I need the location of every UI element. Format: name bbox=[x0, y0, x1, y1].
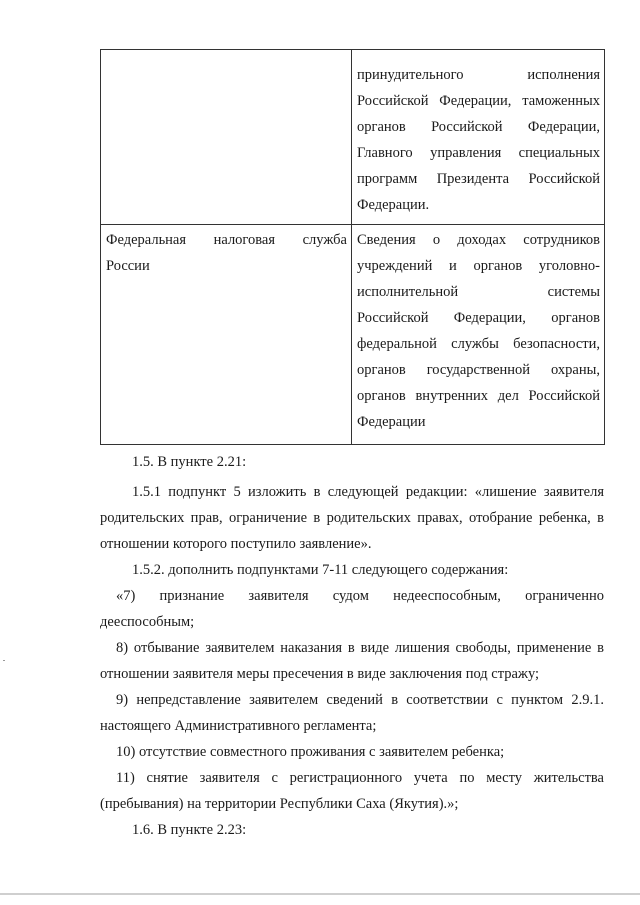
paragraph-line: 8) отбывание заявителем наказания в виде лишения свободы, применение в bbox=[116, 640, 604, 656]
paragraph-1-5-2 bbox=[100, 557, 604, 583]
paragraph-item-7 bbox=[100, 583, 604, 635]
paragraph-line: отношении заявителя меры пресечения в виде заключения под стражу; bbox=[100, 666, 540, 682]
paragraph-line: 1.5.1 подпункт 5 изложить в следующей редакции: «лишение заявителя bbox=[132, 484, 604, 500]
table-line: Российской Федерации, органов bbox=[357, 310, 600, 326]
table-line: Федерации. bbox=[357, 197, 430, 213]
paragraph-line: 9) непредставление заявителем сведений в соответствии с пунктом 2.9.1. bbox=[116, 692, 604, 708]
table-line: Главного управления специальных bbox=[357, 145, 600, 161]
paragraph-line: отношении которого поступило заявление». bbox=[100, 536, 372, 552]
table-cell-agency bbox=[101, 50, 352, 225]
paragraph-item-10 bbox=[100, 739, 604, 765]
paragraph-line: 1.5.2. дополнить подпунктами 7-11 следующего содержания: bbox=[132, 562, 509, 578]
table-line: программ Президента Российской bbox=[357, 171, 600, 187]
table-line: органов внутренних дел Российской bbox=[357, 388, 600, 404]
table-line: органов Российской Федерации, bbox=[357, 119, 600, 135]
scan-edge-mark bbox=[3, 660, 5, 661]
paragraph-item-8 bbox=[100, 635, 604, 687]
paragraph-line: настоящего Административного регламента; bbox=[100, 718, 377, 734]
paragraph-line: 11) снятие заявителя с регистрационного учета по месту жительства bbox=[116, 770, 604, 786]
table-row bbox=[101, 225, 605, 445]
paragraph-item-11 bbox=[100, 765, 604, 817]
table-line: федеральной службы безопасности, bbox=[357, 336, 600, 352]
table-line: принудительного исполнения bbox=[357, 67, 600, 83]
paragraph-line: 1.5. В пункте 2.21: bbox=[132, 454, 247, 470]
page-bottom-edge bbox=[0, 893, 640, 895]
paragraph-line: 1.6. В пункте 2.23: bbox=[132, 822, 247, 838]
table-line: Федерации bbox=[357, 414, 426, 430]
paragraph-line: родительских прав, ограничение в родительских правах, отобрание ребенка, в bbox=[100, 510, 604, 526]
paragraph-1-6 bbox=[100, 817, 604, 843]
table-cell-details bbox=[352, 225, 605, 445]
paragraph-line: (пребывания) на территории Республики Саха (Якутия).»; bbox=[100, 796, 459, 812]
table-cell-agency bbox=[101, 225, 352, 445]
paragraph-line: дееспособным; bbox=[100, 614, 195, 630]
table-cell-details bbox=[352, 50, 605, 225]
paragraph-1-5 bbox=[100, 449, 604, 475]
info-table bbox=[100, 49, 605, 445]
paragraph-line: 10) отсутствие совместного проживания с заявителем ребенка; bbox=[116, 744, 505, 760]
table-row bbox=[101, 50, 605, 225]
paragraph-line: «7) признание заявителя судом недееспособным, ограниченно bbox=[116, 588, 604, 604]
table-line: России bbox=[106, 258, 150, 274]
paragraph-1-5-1 bbox=[100, 479, 604, 557]
table-line: учреждений и органов уголовно- bbox=[357, 258, 600, 274]
table-line: Федеральная налоговая служба bbox=[106, 232, 347, 248]
table-line: Сведения о доходах сотрудников bbox=[357, 232, 600, 248]
paragraph-item-9 bbox=[100, 687, 604, 739]
table-line: органов государственной охраны, bbox=[357, 362, 600, 378]
table-line: Российской Федерации, таможенных bbox=[357, 93, 600, 109]
table-line: исполнительной системы bbox=[357, 284, 600, 300]
